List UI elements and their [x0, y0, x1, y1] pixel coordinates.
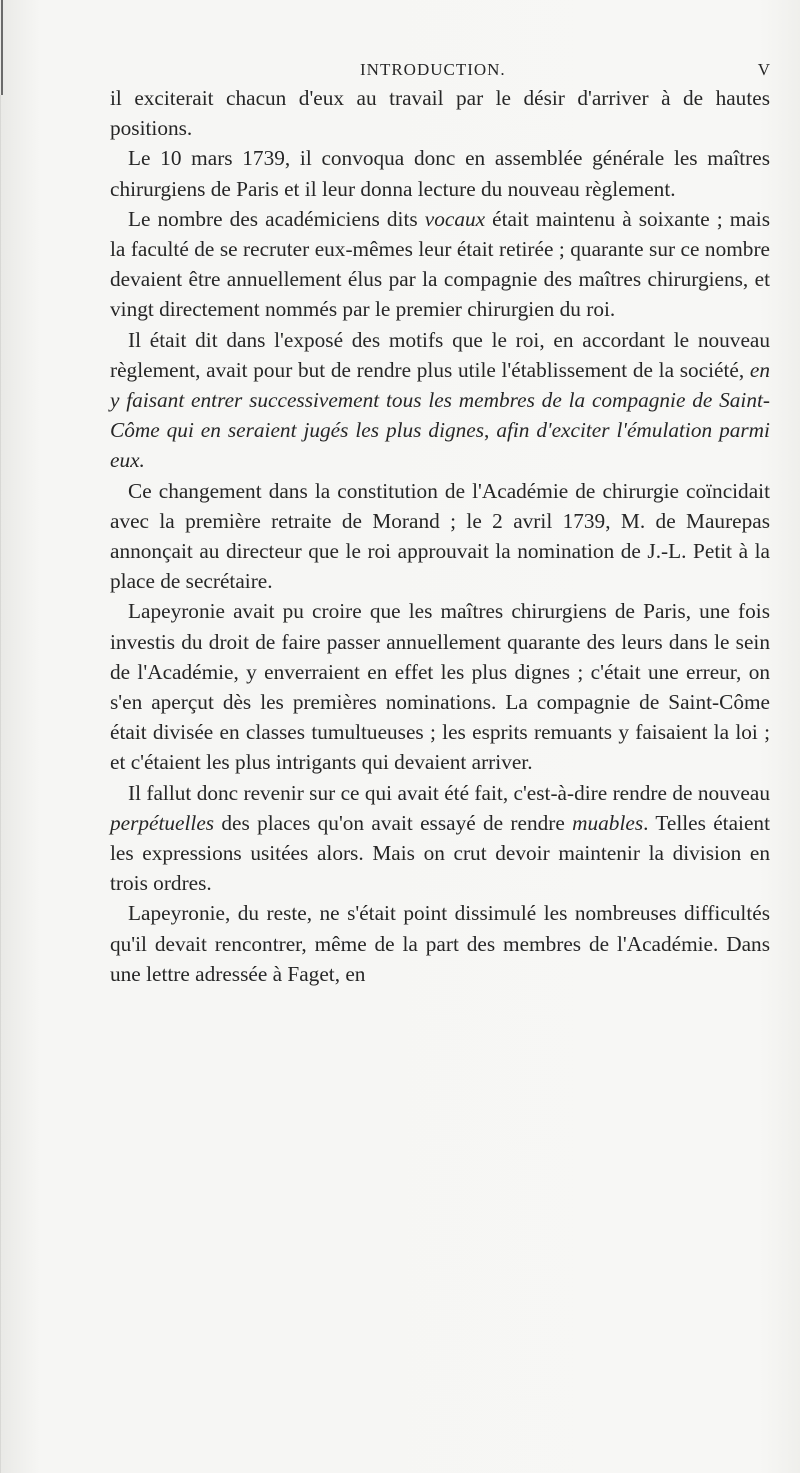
paragraph: Lapeyronie avait pu croire que les maîtres chirurgiens de Paris, une fois investis du droit de faire passer annuellement quarante des leurs dans le sein de l'Académie, y enverraient en effet les plus dignes ; c'était une erreur, on s'en aperçut dès les premières nominations. La compagnie de Saint-Côme était divisée en classes tumultueuses ; les esprits remuants y faisaient la loi ; et c'étaient les plus intrigants qui devaient arriver.: [110, 599, 770, 775]
page-number: V: [757, 60, 770, 79]
italic-term: muables: [572, 810, 644, 835]
italic-term: perpétuelles: [110, 810, 215, 835]
text-run: ,: [484, 418, 497, 443]
paragraph: Lapeyronie, du reste, ne s'était point dissimulé les nombreuses difficultés qu'il devait rencontrer, même de la part des membres de l'Académie. Dans une lettre adressée à Faget, en: [110, 901, 770, 986]
text-run: des places qu'on avait essayé de rendre: [214, 810, 573, 835]
text-run: était maintenu à soixante ; mais la faculté de se recruter eux-mêmes leur était retirée ; quarante sur ce nombre devaient être annuellement élus par la compagnie des maîtres chirurgiens, et vingt directement nommés par le premier chirurgien du roi.: [110, 206, 771, 322]
paragraph: [110, 204, 770, 325]
paragraph: [110, 325, 770, 476]
page-header: [110, 60, 770, 84]
paragraph: Le 10 mars 1739, il convoqua donc en assemblée générale les maîtres chirurgiens de Paris et il leur donna lecture du nouveau règlement.: [110, 146, 770, 201]
page-edge-line: [0, 95, 1, 1473]
text-run: Il était dit dans l'exposé des motifs que le roi, en accordant le nouveau règlement, avait pour but de rendre plus utile l'établissement de la société,: [110, 327, 770, 382]
italic-quote: afin d'exciter l'émulation parmi eux.: [110, 418, 770, 473]
paragraph: [110, 778, 770, 899]
italic-term: vocaux: [424, 206, 486, 231]
running-head: INTRODUCTION.: [360, 60, 506, 79]
text-run: Il fallut donc revenir sur ce qui avait été fait, c'est-à-dire rendre de nouveau: [128, 780, 770, 805]
page-edge-shadow: [1, 0, 3, 95]
italic-quote: en y faisant entrer successivement tous les membres de la compagnie de Saint-Côme qui en seraient jugés les plus dignes: [110, 357, 770, 443]
text-run: . Telles étaient les expressions usitées alors. Mais on crut devoir maintenir la division en trois ordres.: [110, 810, 770, 896]
text-run: Le nombre des académiciens dits: [128, 206, 425, 231]
body-text: [110, 83, 770, 989]
paragraph: Ce changement dans la constitution de l'Académie de chirurgie coïncidait avec la première retraite de Morand ; le 2 avril 1739, M. de Maurepas annonçait au directeur que le roi approuvait la nomination de J.-L. Petit à la place de secrétaire.: [110, 478, 770, 594]
paragraph: il exciterait chacun d'eux au travail par le désir d'arriver à de hautes positions.: [110, 86, 770, 141]
